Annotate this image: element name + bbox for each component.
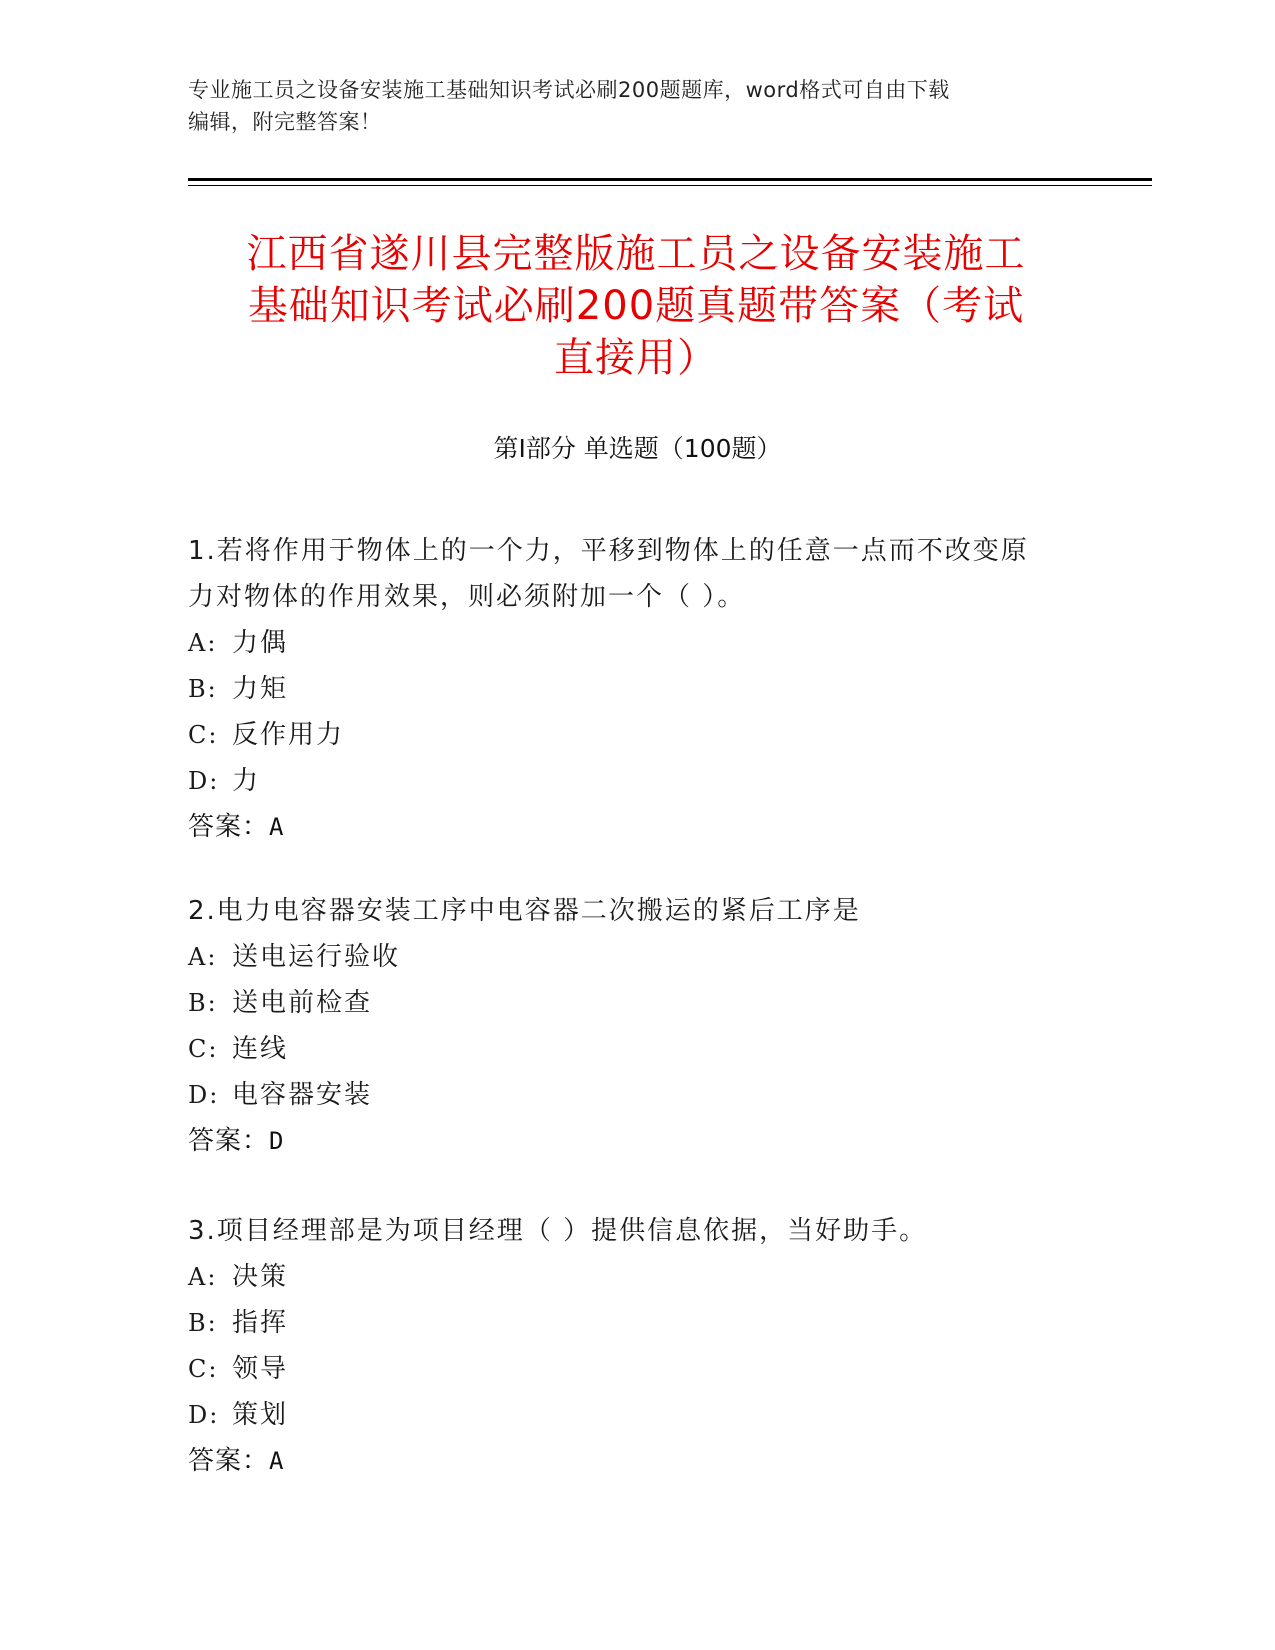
option-b [188,666,1078,712]
option-letter: C: [188,1035,219,1063]
answer-value: A [269,1447,285,1475]
document-title-line: 江西省遂川县完整版施工员之设备安装施工 [246,231,1026,277]
option-text: 送电前检查 [232,988,373,1018]
question-3 [188,1208,1078,1484]
option-a [188,1254,1078,1300]
option-letter: C: [188,721,219,749]
option-b [188,980,1078,1026]
option-text: 电容器安装 [232,1080,373,1110]
option-d [188,758,1078,804]
document-title [188,228,1084,384]
answer-label: 答案： [188,812,270,842]
document-title-line: 直接用） [554,335,718,381]
question-2 [188,888,1078,1164]
option-letter: B: [188,989,218,1017]
option-text: 送电运行验收 [232,942,401,972]
option-letter: A: [188,943,218,971]
section-heading: 第Ⅰ部分 单选题（100题） [493,434,782,463]
answer-value: A [269,813,285,841]
answer [188,1438,1078,1484]
option-text: 力 [232,766,261,796]
option-c [188,1346,1078,1392]
option-letter: C: [188,1355,219,1383]
option-a [188,620,1078,666]
header-note [188,74,1068,138]
answer-label: 答案： [188,1126,270,1156]
answer-value: D [269,1127,285,1155]
option-a [188,934,1078,980]
question-1 [188,528,1078,850]
option-text: 连线 [232,1034,289,1064]
option-letter: A: [188,1263,218,1291]
answer [188,1118,1078,1164]
question-text: 2.电力电容器安装工序中电容器二次搬运的紧后工序是 [188,896,861,926]
option-letter: D: [188,1401,220,1429]
option-text: 反作用力 [232,720,345,750]
option-letter: A: [188,629,218,657]
option-text: 力偶 [232,628,289,658]
answer-label: 答案： [188,1446,270,1476]
option-d [188,1392,1078,1438]
header-divider-thick [188,178,1152,181]
option-c [188,712,1078,758]
option-letter: D: [188,767,220,795]
option-b [188,1300,1078,1346]
option-letter: B: [188,675,218,703]
question-text: 力对物体的作用效果，则必须附加一个（ ）。 [188,582,746,612]
header-note-line: 编辑，附完整答案！ [188,110,382,134]
option-d [188,1072,1078,1118]
option-letter: D: [188,1081,220,1109]
question-text: 1.若将作用于物体上的一个力，平移到物体上的任意一点而不改变原 [188,536,1029,566]
option-text: 领导 [232,1354,289,1384]
option-text: 策划 [232,1400,289,1430]
answer [188,804,1078,850]
option-c [188,1026,1078,1072]
option-text: 力矩 [232,674,289,704]
option-text: 决策 [232,1262,289,1292]
question-text: 3.项目经理部是为项目经理（ ）提供信息依据，当好助手。 [188,1216,928,1246]
option-text: 指挥 [232,1308,289,1338]
header-divider-thin [188,185,1152,186]
document-title-line: 基础知识考试必刷200题真题带答案（考试 [247,283,1025,329]
header-note-line: 专业施工员之设备安装施工基础知识考试必刷200题题库，word格式可自由下载 [188,78,950,102]
option-letter: B: [188,1309,218,1337]
